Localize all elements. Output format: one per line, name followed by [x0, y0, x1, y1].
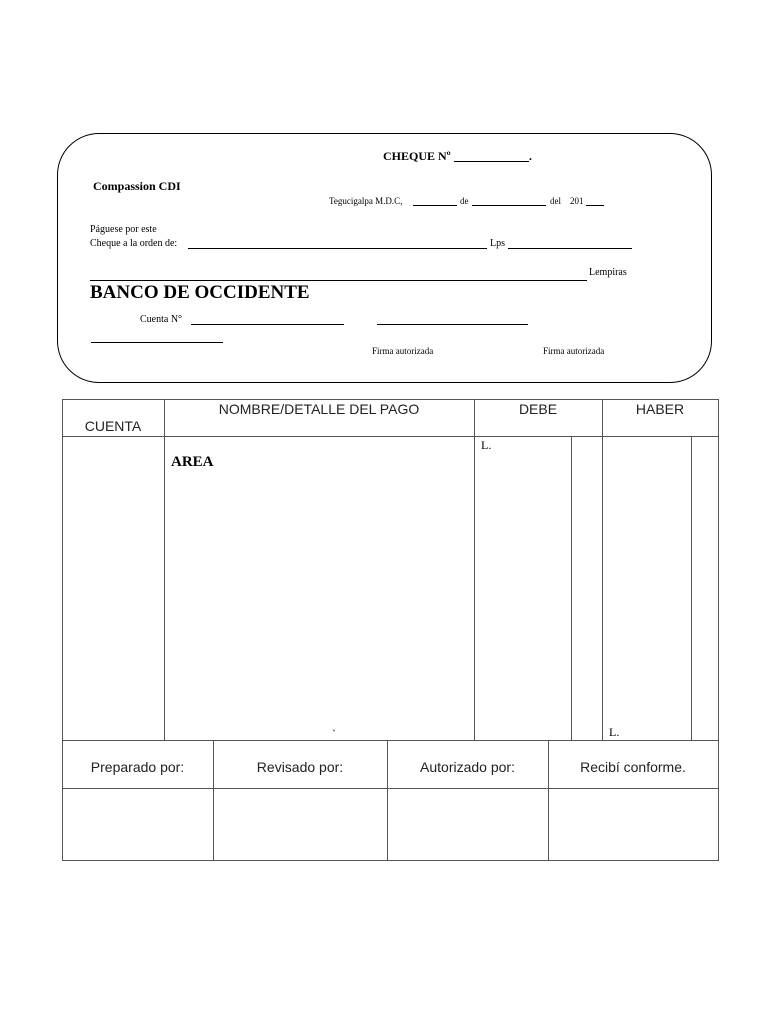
- header-bottom-border: [62, 436, 719, 437]
- cuenta-field[interactable]: [191, 324, 344, 325]
- lps-label: Lps: [490, 238, 505, 249]
- payee-field[interactable]: [188, 248, 487, 249]
- table-right-border: [718, 399, 719, 860]
- cheque-number-suffix: .: [529, 149, 532, 163]
- col-divider-debe: [602, 399, 603, 740]
- date-del-label: del: [550, 196, 561, 206]
- header-debe: DEBE: [518, 401, 558, 417]
- header-nombre: NOMBRE/DETALLE DEL PAGO: [218, 401, 420, 417]
- lempiras-label: Lempiras: [589, 267, 627, 278]
- body-bottom-border: [62, 740, 719, 741]
- area-label: AREA: [171, 454, 214, 470]
- debe-cents-divider: [571, 436, 572, 740]
- header-cuenta: CUENTA: [84, 418, 142, 434]
- year-prefix: 201: [570, 196, 584, 206]
- signature-line-2[interactable]: [377, 324, 528, 325]
- revisado-por: Revisado por:: [256, 759, 344, 775]
- bank-name: BANCO DE OCCIDENTE: [90, 282, 310, 303]
- place-label: Tegucigalpa M.D.C,: [329, 196, 403, 206]
- signature-line-1[interactable]: [91, 342, 223, 343]
- debe-currency: L.: [481, 438, 492, 452]
- autorizado-por: Autorizado por:: [420, 759, 515, 775]
- revisado-signature-cell[interactable]: [214, 789, 387, 860]
- date-month-field[interactable]: [472, 205, 546, 206]
- haber-currency: L.: [609, 725, 620, 739]
- header-haber: HABER: [635, 401, 685, 417]
- table-bottom-border: [62, 860, 719, 861]
- firma-autorizada-1: Firma autorizada: [372, 346, 434, 356]
- amount-words-field[interactable]: [90, 280, 587, 281]
- amount-field[interactable]: [508, 248, 632, 249]
- autorizado-signature-cell[interactable]: [388, 789, 548, 860]
- haber-cents-divider: [691, 436, 692, 740]
- orden-label: Cheque a la orden de:: [90, 238, 178, 249]
- col-divider-nombre: [474, 399, 475, 740]
- cuenta-label: Cuenta N°: [140, 314, 183, 325]
- cheque-number-field[interactable]: [454, 161, 529, 162]
- date-day-field[interactable]: [413, 205, 457, 206]
- preparado-por: Preparado por:: [90, 759, 185, 775]
- cheque-number-label: CHEQUE Nº: [383, 149, 451, 163]
- date-year-field[interactable]: [586, 205, 604, 206]
- table-top-border: [62, 399, 719, 400]
- recibi-signature-cell[interactable]: [549, 789, 718, 860]
- org-name: Compassion CDI: [93, 179, 181, 193]
- firma-autorizada-2: Firma autorizada: [543, 346, 605, 356]
- recibi-conforme: Recibí conforme.: [580, 759, 686, 775]
- col-divider-cuenta: [164, 399, 165, 740]
- date-de-label: de: [460, 196, 469, 206]
- paguese-label: Páguese por este: [90, 224, 157, 235]
- preparado-signature-cell[interactable]: [63, 789, 213, 860]
- stray-mark: `: [332, 727, 336, 741]
